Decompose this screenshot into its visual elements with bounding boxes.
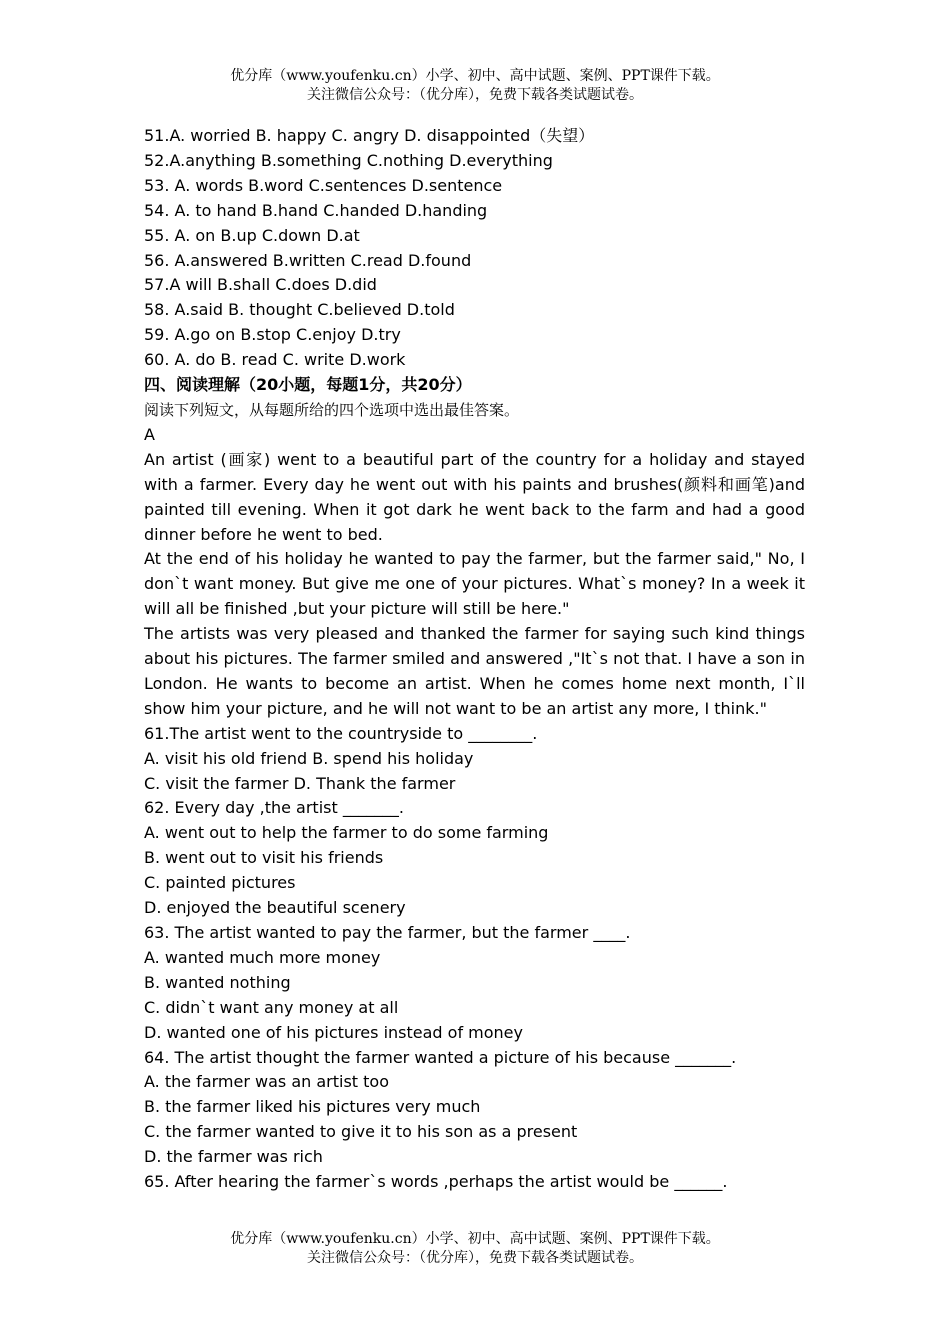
page-content — [144, 124, 805, 1195]
question-62-option-c: C. painted pictures — [144, 873, 296, 893]
header-line-1: 优分库（www.youfenku.cn）小学、初中、高中试题、案例、PPT课件下载。 — [230, 68, 720, 84]
question-64-option-b: B. the farmer liked his pictures very much — [144, 1097, 481, 1117]
question-62-option-b: B. went out to visit his friends — [144, 848, 384, 868]
question-61: 61.The artist went to the countryside to ________. — [144, 723, 538, 743]
option-line-51: 51.A. worried B. happy C. angry D. disappointed（失望） — [144, 126, 595, 145]
question-65: 65. After hearing the farmer`s words ,perhaps the artist would be ______. — [144, 1172, 728, 1192]
section-instruction: 阅读下列短文，从每题所给的四个选项中选出最佳答案。 — [144, 400, 520, 419]
cloze-options — [144, 124, 805, 373]
question-62-option-d: D. enjoyed the beautiful scenery — [144, 898, 406, 918]
question-64-option-d: D. the farmer was rich — [144, 1147, 323, 1167]
option-line-59: 59. A.go on B.stop C.enjoy D.try — [144, 325, 401, 345]
question-62: 62. Every day ,the artist _______. — [144, 798, 404, 818]
option-line-56: 56. A.answered B.written C.read D.found — [144, 250, 472, 270]
question-63: 63. The artist wanted to pay the farmer, but the farmer ____. — [144, 923, 631, 942]
passage-label: A — [144, 424, 155, 444]
option-line-54: 54. A. to hand B.hand C.handed D.handing — [144, 200, 488, 220]
question-list — [144, 722, 805, 1195]
question-64-option-c: C. the farmer wanted to give it to his son as a present — [144, 1122, 578, 1142]
question-61-options-ab: A. visit his old friend B. spend his holiday — [144, 748, 474, 768]
question-63-option-a: A. wanted much more money — [144, 947, 381, 967]
option-line-58: 58. A.said B. thought C.believed D.told — [144, 300, 455, 320]
header-line-2: 关注微信公众号：（优分库），免费下载各类试题试卷。 — [307, 87, 643, 103]
passage-paragraph-1: An artist (画家) went to a beautiful part of the country for a holiday and stayed with a farmer. Every day he went out with his paints and brushes(颜料和画笔)and painted till evening. When it got dark he went back to the farm and had a good dinner before he went to bed. — [144, 449, 805, 544]
footer-line-2: 关注微信公众号：（优分库），免费下载各类试题试卷。 — [307, 1250, 643, 1266]
page-footer — [0, 1230, 950, 1268]
section-title: 四、阅读理解（20小题，每题1分，共20分） — [144, 375, 472, 395]
passage-paragraph-2: At the end of his holiday he wanted to pay the farmer, but the farmer said," No, I don`t want money. But give me one of your pictures. What`s money? In a week it will all be finished ,but your picture will still be here." — [144, 549, 805, 619]
question-61-options-cd: C. visit the farmer D. Thank the farmer — [144, 773, 456, 793]
page-header — [0, 67, 950, 105]
option-line-55: 55. A. on B.up C.down D.at — [144, 225, 360, 245]
option-line-57: 57.A will B.shall C.does D.did — [144, 275, 377, 295]
question-63-option-c: C. didn`t want any money at all — [144, 997, 399, 1017]
reading-passage — [144, 448, 805, 722]
question-64: 64. The artist thought the farmer wanted a picture of his because _______. — [144, 1047, 737, 1067]
footer-line-1: 优分库（www.youfenku.cn）小学、初中、高中试题、案例、PPT课件下载。 — [230, 1231, 720, 1247]
question-63-option-d: D. wanted one of his pictures instead of money — [144, 1022, 523, 1042]
option-line-52: 52.A.anything B.something C.nothing D.everything — [144, 150, 553, 170]
question-63-option-b: B. wanted nothing — [144, 972, 291, 992]
question-64-option-a: A. the farmer was an artist too — [144, 1072, 389, 1092]
passage-paragraph-3: The artists was very pleased and thanked the farmer for saying such kind things about his pictures. The farmer smiled and answered ,"It`s not that. I have a son in London. He wants to become an artist. When he comes home next month, I`ll show him your picture, and he will not want to be an artist any more, I think." — [144, 624, 805, 718]
question-62-option-a: A. went out to help the farmer to do some farming — [144, 823, 549, 843]
option-line-60: 60. A. do B. read C. write D.work — [144, 350, 406, 370]
option-line-53: 53. A. words B.word C.sentences D.sentence — [144, 175, 503, 195]
